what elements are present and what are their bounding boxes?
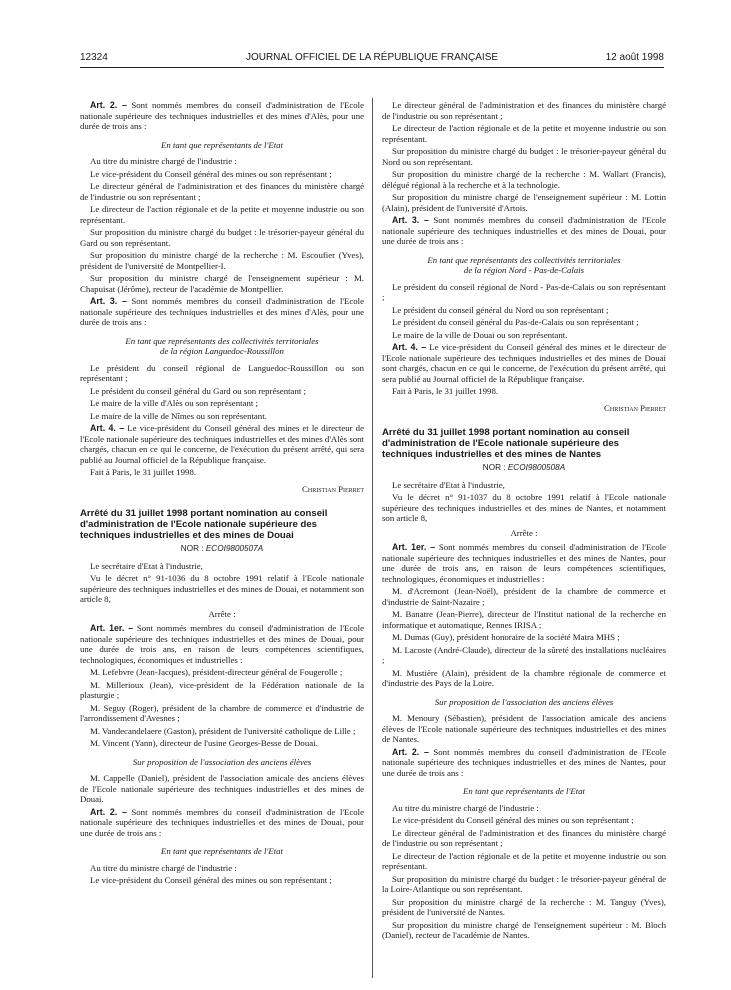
page-number: 12324 [80, 52, 108, 63]
paragraph: Le président du conseil général du Nord ou son représentant ; [392, 304, 609, 315]
member: M. Banatre (Jean-Pierre), directeur de l'Institut national de la recherche en informatique et automatique, Rennes IRISA ; [382, 609, 666, 630]
article-4-alès: Art. 4. – Le vice-président du Conseil général des mines et le directeur de l'Ecole nationale supérieure des techniques industrielles et des mines d'Alès sont chargés, chacun en ce qui le concerne, de l'exécution du présent arrêté, qui sera publié au Journal officiel de la République française. [80, 423, 364, 465]
section-heading: En tant que représentants des collectivités territoriales de la région Nord - Pas-de-Calais [427, 254, 621, 275]
article-2-nantes: Art. 2. – Sont nommés membres du conseil d'administration de l'Ecole nationale supérieure des techniques industrielles et des mines de Nantes, pour une durée de trois ans : [382, 746, 666, 778]
paragraph: Le maire de la ville de Douai ou son représentant. [392, 329, 568, 340]
section-heading: En tant que représentants de l'Etat [160, 139, 283, 150]
paragraph: Sur proposition du ministre chargé de la recherche : M. Wallart (Francis), délégué régional à la recherche et à la technologie. [382, 169, 666, 190]
article-4-douai: Art. 4. – Le vice-président du Conseil général des mines et le directeur de l'Ecole nationale supérieure des techniques industrielles et des mines de Douai sont chargés, chacun en ce qui le concerne, de l'exécution du présent arrêté, qui sera publié au Journal officiel de la République française. [382, 342, 666, 384]
member: M. Mustière (Alain), président de la chambre régionale de commerce et d'industrie des Pays de la Loire. [382, 667, 666, 688]
date-line: Fait à Paris, le 31 juillet 1998. [90, 467, 197, 477]
paragraph: Le vice-président du Conseil général des mines ou son représentant ; [392, 815, 634, 825]
section-heading: En tant que représentants de l'Etat [462, 786, 585, 796]
decree-title: Arrêté du 31 juillet 1998 portant nomination au conseil d'administration de l'Ecole nationale supérieure des techniques industrielles et des mines de Nantes [382, 427, 630, 460]
paragraph: Au titre du ministre chargé de l'industrie : [90, 862, 237, 873]
paragraph: Le maire de la ville de Nîmes ou son représentant. [90, 410, 267, 421]
decree-title: Arrêté du 31 juillet 1998 portant nomination au conseil d'administration de l'Ecole nationale supérieure des techniques industrielles et des mines de Douai [80, 508, 328, 541]
article-2-douai: Art. 2. – Sont nommés membres du conseil d'administration de l'Ecole nationale supérieure des techniques industrielles et des mines de Douai, pour une durée de trois ans : [80, 806, 364, 838]
paragraph: Le vice-président du Conseil général des mines ou son représentant ; [90, 875, 332, 885]
signature: Christian Pierret [302, 483, 364, 494]
member: M. Dumas (Guy), président honoraire de la société Matra MHS ; [392, 632, 620, 642]
journal-title: JOURNAL OFFICIEL DE LA RÉPUBLIQUE FRANÇAISE [245, 52, 499, 63]
paragraph: Sur proposition du ministre chargé du budget : le trésorier-payeur général du Gard ou son représentant. [80, 227, 364, 248]
paragraph: Sur proposition du ministre chargé de l'enseignement supérieur : M. Bloch (Daniel), recteur de l'académie de Nantes. [382, 919, 666, 940]
member: M. Seguy (Roger), président de la chambre de commerce et d'industrie de l'arrondissement d'Avesnes ; [80, 702, 364, 723]
section-heading: En tant que représentants de l'Etat [160, 846, 283, 856]
member: M. Lacoste (André-Claude), directeur de la sûreté des installations nucléaires ; [382, 644, 666, 665]
paragraph: Le maire de la ville d'Alès ou son représentant ; [90, 398, 258, 408]
nor-reference: NOR : ECOI9800507A [180, 544, 264, 553]
paragraph: Le directeur de l'action régionale et de la petite et moyenne industrie ou son représentant. [382, 850, 666, 871]
paragraph: Le directeur de l'action régionale et de la petite et moyenne industrie ou son représentant. [382, 123, 666, 144]
paragraph: Vu le décret n° 91-1037 du 8 octobre 1991 relatif à l'Ecole nationale supérieure des techniques industrielles et des mines de Nantes, et notamment son article 8, [382, 492, 666, 523]
paragraph: Le président du conseil régional de Languedoc-Roussillon ou son représentant ; [80, 362, 364, 383]
paragraph: Vu le décret n° 91-1036 du 8 octobre 1991 relatif à l'Ecole nationale supérieure des techniques industrielles et des mines de Douai, et notamment son article 8, [80, 573, 364, 604]
article-3-douai: Art. 3. – Sont nommés membres du conseil d'administration de l'Ecole nationale supérieure des techniques industrielles et des mines de Douai, pour une durée de trois ans : [382, 215, 666, 246]
section-heading: Sur proposition de l'association des anciens élèves [132, 756, 312, 767]
paragraph: Sur proposition du ministre chargé du budget : le trésorier-payeur général de la Loire-Atlantique ou son représentant. [382, 873, 666, 894]
date-line: Fait à Paris, le 31 juillet 1998. [392, 386, 499, 396]
member: M. Lefebvre (Jean-Jacques), président-directeur général de Fougerolle ; [90, 667, 343, 677]
section-heading: Sur proposition de l'association des anciens élèves [434, 696, 614, 707]
paragraph: Le président du conseil régional de Nord - Pas-de-Calais ou son représentant ; [382, 281, 666, 302]
article-1-douai: Art. 1er. – Sont nommés membres du conseil d'administration de l'Ecole nationale supérieure des techniques industrielles et des mines de Douai, pour une durée de trois ans, en raison de leurs compétences scientifiques, technologiques, économiques et industrielles : [80, 623, 364, 665]
paragraph: Le président du conseil général du Pas-de-Calais ou son représentant ; [392, 317, 639, 327]
issue-date: 12 août 1998 [605, 52, 664, 63]
article-3-alès: Art. 3. – Sont nommés membres du conseil d'administration de l'Ecole nationale supérieure des techniques industrielles et des mines d'Alès, pour une durée de trois ans : [80, 296, 364, 327]
member: M. Vincent (Yann), directeur de l'usine Georges-Besse de Douai. [90, 738, 318, 748]
paragraph: Le directeur général de l'administration et des finances du ministère chargé de l'industrie ou son représentant ; [382, 100, 666, 121]
arrete-label: Arrête : [208, 608, 236, 619]
arrete-label: Arrête : [510, 527, 538, 538]
paragraph: Le directeur général de l'administration et des finances du ministère chargé de l'industrie ou son représentant ; [382, 827, 666, 848]
paragraph: Sur proposition du ministre chargé du budget : le trésorier-payeur général du Nord ou son représentant. [382, 146, 666, 167]
paragraph: Le secrétaire d'Etat à l'industrie, [392, 479, 505, 490]
member: M. Millerioux (Jean), vice-président de la Fédération nationale de la plasturgie ; [80, 679, 364, 700]
member: M. Vandecandelaere (Gaston), président de l'université catholique de Lille ; [90, 725, 356, 736]
paragraph: Sur proposition du ministre chargé de l'enseignement supérieur : M. Lottin (Alain), président de l'université d'Artois. [382, 192, 666, 213]
section-heading: En tant que représentants des collectivités territoriales de la région Languedoc-Roussillon [125, 335, 319, 356]
page-header [80, 52, 664, 68]
paragraph: Au titre du ministre chargé de l'industrie : [392, 802, 539, 813]
paragraph: Au titre du ministre chargé de l'industrie : [90, 156, 237, 166]
paragraph: Le secrétaire d'Etat à l'industrie, [90, 560, 203, 571]
member: M. Cappelle (Daniel), président de l'association amicale des anciens élèves de l'Ecole nationale supérieure des techniques industrielles et des mines de Douai. [80, 773, 364, 804]
paragraph: Le directeur général de l'administration et des finances du ministère chargé de l'industrie ou son représentant ; [80, 181, 364, 202]
header-rule [80, 67, 664, 68]
paragraph: Le directeur de l'action régionale et de la petite et moyenne industrie ou son représentant. [80, 204, 364, 225]
paragraph: Sur proposition du ministre chargé de l'enseignement supérieur : M. Chapuisat (Jérôme), recteur de l'académie de Montpellier. [80, 273, 364, 294]
nor-reference: NOR : ECOI9800508A [482, 463, 566, 472]
signature: Christian Pierret [604, 402, 666, 413]
column-divider [372, 98, 373, 978]
article-1-nantes: Art. 1er. – Sont nommés membres du conseil d'administration de l'Ecole nationale supérieure des techniques industrielles et des mines de Nantes, pour une durée de trois ans, en raison de leurs compétences scientifiques, technologiques, économiques et industrielles : [382, 542, 666, 584]
paragraph: Sur proposition du ministre chargé de la recherche : M. Tanguy (Yves), président de l'université de Nantes. [382, 896, 666, 917]
paragraph: Le vice-président du Conseil général des mines ou son représentant ; [90, 168, 332, 179]
paragraph: Sur proposition du ministre chargé de la recherche : M. Escoufier (Yves), président de l'université de Montpellier-I. [80, 250, 364, 271]
right-column [382, 100, 666, 943]
member: M. Menoury (Sébastien), président de l'association amicale des anciens élèves de l'Ecole nationale supérieure des techniques industrielles et des mines de Nantes. [382, 713, 666, 744]
paragraph: Le président du conseil général du Gard ou son représentant ; [90, 385, 306, 396]
article-2-alès: Art. 2. – Sont nommés membres du conseil d'administration de l'Ecole nationale supérieure des techniques industrielles et des mines d'Alès, pour une durée de trois ans : [80, 100, 364, 131]
member: M. d'Acremont (Jean-Noël), président de la chambre de commerce et d'industrie de Saint-Nazaire ; [382, 586, 666, 607]
left-column [80, 100, 364, 888]
